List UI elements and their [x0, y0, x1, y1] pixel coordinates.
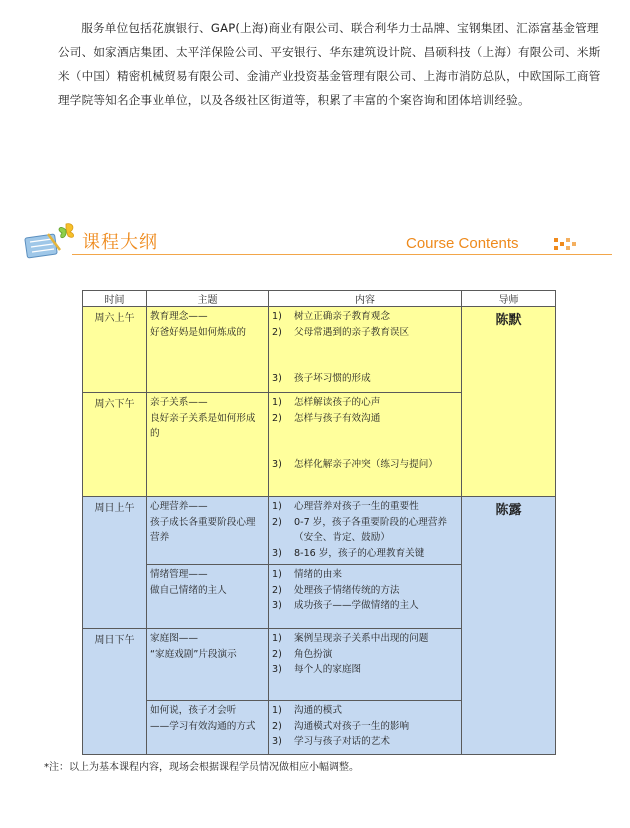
topic-title: 心理营养—— [150, 501, 208, 512]
section-header [20, 220, 612, 260]
time-cell: 周六上午 [83, 307, 147, 393]
section-title-cn: 课程大纲 [82, 232, 158, 253]
time-cell: 周日上午 [83, 497, 147, 629]
topic-title: 情绪管理—— [150, 569, 208, 580]
list-item: 2) 沟通模式对孩子一生的影响 [272, 720, 410, 732]
topic-cell [147, 497, 269, 565]
list-item: 3) 学习与孩子对话的艺术 [272, 736, 390, 747]
list-item: 1) 树立正确亲子教育观念 [272, 311, 390, 322]
topic-subtitle: ——学习有效沟通的方式 [150, 720, 256, 732]
content-cell [269, 307, 462, 393]
time-cell: 周日下午 [83, 629, 147, 755]
header-topic: 主题 [147, 291, 269, 307]
header-time: 时间 [83, 291, 147, 307]
course-table [82, 290, 556, 755]
list-item: 1) 怎样解读孩子的心声 [272, 397, 381, 408]
list-item: 1) 沟通的模式 [272, 705, 342, 716]
topic-title: 亲子关系—— [150, 397, 208, 408]
content-cell [269, 565, 462, 629]
header-content: 内容 [269, 291, 462, 307]
teacher-cell: 陈露 [462, 497, 556, 755]
topic-subtitle: 孩子成长各重要阶段心理营养 [150, 516, 256, 543]
topic-subtitle: 好爸好妈是如何炼成的 [150, 326, 246, 338]
list-item: 1) 心理营养对孩子一生的重要性 [272, 501, 419, 512]
topic-cell [147, 307, 269, 393]
header-teacher: 导师 [462, 291, 556, 307]
time-cell: 周六下午 [83, 393, 147, 497]
footnote: *注：以上为基本课程内容，现场会根据课程学员情况做相应小幅调整。 [44, 762, 359, 773]
header-divider-line [72, 254, 612, 255]
list-item: 2) 0-7 岁，孩子各重要阶段的心理营养（安全、肯定、鼓励） [272, 516, 448, 543]
topic-title: 如何说，孩子才会听 [150, 705, 237, 716]
topic-title: 家庭图—— [150, 633, 198, 644]
topic-title: 教育理念—— [150, 311, 208, 322]
topic-subtitle: 良好亲子关系是如何形成的 [150, 412, 256, 439]
content-cell [269, 701, 462, 755]
section-title-en: Course Contents [406, 235, 519, 252]
content-cell [269, 393, 462, 497]
topic-subtitle: 做自己情绪的主人 [150, 584, 227, 596]
intro-paragraph: 服务单位包括花旗银行、GAP(上海)商业有限公司、联合利华力士品牌、宝钢集团、汇添富基金管理公司、如家酒店集团、太平洋保险公司、平安银行、华东建筑设计院、昌硕科技（上海）有限公司、米斯米（中国）精密机械贸易有限公司、金浦产业投资基金管理有限公司、上海市消防总队，中欧国际工商管理学院等知名企事业单位，以及各级社区街道等，积累了丰富的个案咨询和团体培训经验。 [58, 21, 601, 107]
list-item: 1) 情绪的由来 [272, 569, 342, 580]
list-item: 3) 成功孩子——学做情绪的主人 [272, 600, 419, 611]
decorative-dots-icon [554, 238, 576, 250]
table-header-row [83, 291, 556, 307]
topic-cell [147, 565, 269, 629]
list-item: 3) 8-16 岁，孩子的心理教育关键 [272, 547, 425, 559]
list-item: 1) 案例呈现亲子关系中出现的问题 [272, 633, 429, 644]
topic-cell [147, 629, 269, 701]
list-item: 2) 角色扮演 [272, 648, 333, 660]
teacher-cell: 陈默 [462, 307, 556, 497]
content-cell [269, 629, 462, 701]
list-item: 3) 孩子坏习惯的形成 [272, 373, 371, 384]
table-row [83, 497, 556, 565]
list-item: 3) 每个人的家庭图 [272, 664, 362, 675]
notebook-butterfly-icon [20, 220, 78, 260]
topic-cell [147, 701, 269, 755]
table-row [83, 307, 556, 393]
list-item: 2) 父母常遇到的亲子教育误区 [272, 326, 410, 338]
list-item: 3) 怎样化解亲子冲突（练习与提问） [272, 459, 438, 470]
topic-cell [147, 393, 269, 497]
content-cell [269, 497, 462, 565]
list-item: 2) 处理孩子情绪传统的方法 [272, 584, 400, 596]
topic-subtitle: “家庭戏剧”片段演示 [150, 648, 237, 660]
list-item: 2) 怎样与孩子有效沟通 [272, 412, 381, 424]
